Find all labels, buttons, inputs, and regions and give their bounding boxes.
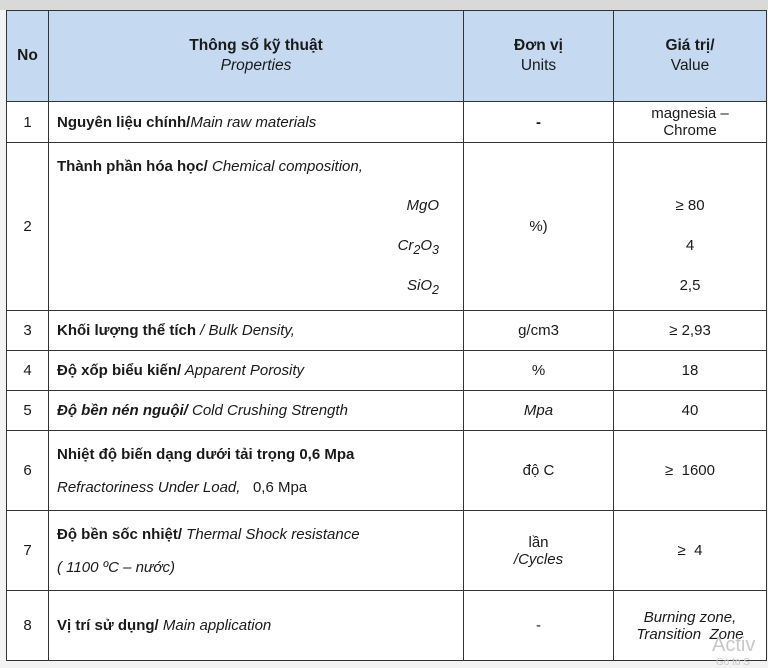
chem-mgo: MgO <box>406 196 439 214</box>
property-cell: Nguyên liệu chính/Main raw materials <box>49 102 464 143</box>
unit-cell: %) <box>464 143 614 311</box>
unit-cell: g/cm3 <box>464 311 614 351</box>
activation-watermark: Activ <box>712 634 756 656</box>
unit-cell: - <box>464 102 614 143</box>
value-cell: ≥ 1600 <box>614 431 767 511</box>
header-value: Giá trị/ Value <box>614 11 767 102</box>
specifications-table <box>6 10 767 661</box>
row-number: 2 <box>7 143 49 311</box>
property-cell: Khối lượng thể tích / Bulk Density, <box>49 311 464 351</box>
value-cell: ≥ 2,93 <box>614 311 767 351</box>
table-row <box>7 511 767 591</box>
row-number: 6 <box>7 431 49 511</box>
value-cell: 40 <box>614 391 767 431</box>
chem-cr2o3: $Cr_2O_3$ <box>397 236 439 257</box>
property-cell: Độ bền nén nguội/ Cold Crushing Strength <box>49 391 464 431</box>
window-top-bar <box>0 0 768 10</box>
table-row <box>7 102 767 143</box>
chem-sio2: SiO$_2$ <box>407 276 439 297</box>
table-row <box>7 311 767 351</box>
table-row <box>7 431 767 511</box>
row-number: 3 <box>7 311 49 351</box>
header-no: No <box>7 11 49 102</box>
unit-cell: độ C <box>464 431 614 511</box>
value-cell: Burning zone, Transition Zone <box>614 591 767 661</box>
row-number: 5 <box>7 391 49 431</box>
activation-watermark-sub: Go to S <box>716 657 750 668</box>
unit-cell: % <box>464 351 614 391</box>
table-row <box>7 591 767 661</box>
header-properties: Thông số kỹ thuật Properties <box>49 11 464 102</box>
value-cell: 18 <box>614 351 767 391</box>
header-units: Đơn vị Units <box>464 11 614 102</box>
unit-cell: Mpa <box>464 391 614 431</box>
table-header-row <box>7 11 767 102</box>
table-row <box>7 391 767 431</box>
table-row <box>7 351 767 391</box>
row-number: 4 <box>7 351 49 391</box>
value-cell: ≥ 80 4 2,5 <box>614 143 767 311</box>
value-cell: magnesia – Chrome <box>614 102 767 143</box>
row-number: 1 <box>7 102 49 143</box>
value-cell: ≥ 4 <box>614 511 767 591</box>
property-cell: Nhiệt độ biến dạng dưới tải trọng 0,6 Mpa Refractoriness Under Load, 0,6 Mpa <box>49 431 464 511</box>
unit-cell: lần /Cycles <box>464 511 614 591</box>
unit-cell: - <box>464 591 614 661</box>
property-cell: Độ bền sốc nhiệt/ Thermal Shock resistance ( 1100 ºC – nước) <box>49 511 464 591</box>
row-number: 8 <box>7 591 49 661</box>
property-cell: Độ xốp biểu kiến/ Apparent Porosity <box>49 351 464 391</box>
row-number: 7 <box>7 511 49 591</box>
property-cell: Vị trí sử dụng/ Main application <box>49 591 464 661</box>
property-cell: Thành phần hóa học/ Chemical composition, MgO $Cr_2O_3$ SiO$_2$ <box>49 143 464 311</box>
table-row <box>7 143 767 311</box>
